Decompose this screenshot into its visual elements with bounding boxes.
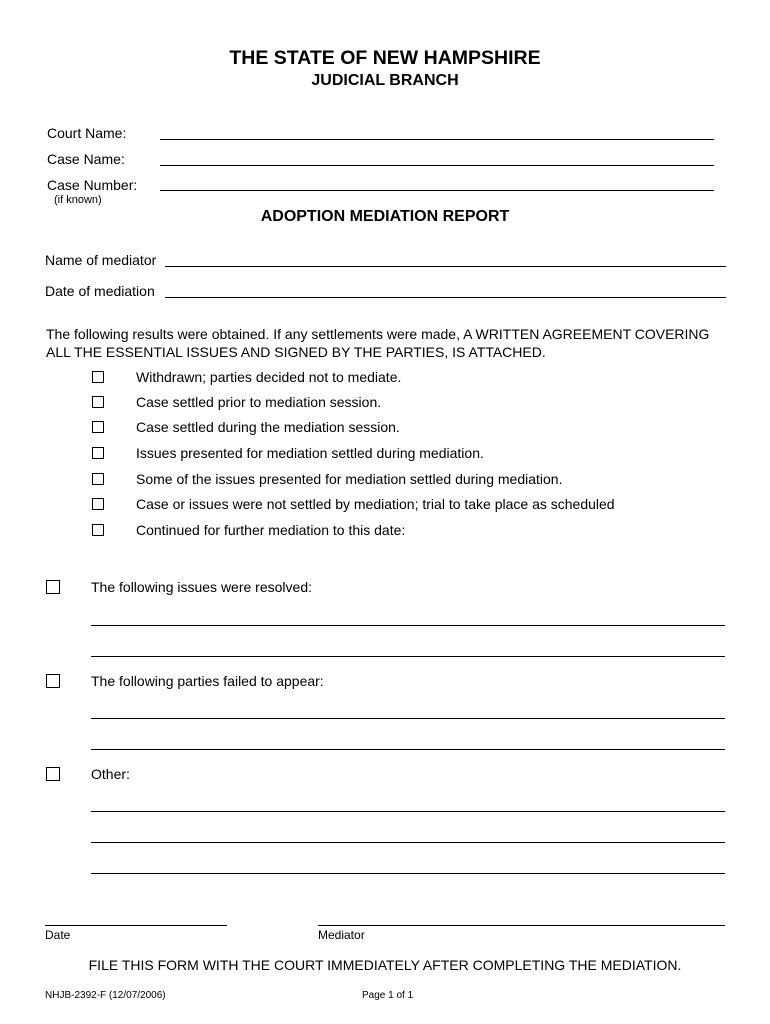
- option-checkbox[interactable]: [92, 396, 104, 408]
- failed-appear-checkbox[interactable]: [46, 674, 60, 688]
- form-title: ADOPTION MEDIATION REPORT: [260, 208, 510, 225]
- option-checkbox[interactable]: [92, 447, 104, 459]
- mediator-name-field[interactable]: [165, 266, 726, 267]
- resolved-line[interactable]: [91, 625, 725, 626]
- mediator-signature-label: Mediator: [318, 928, 365, 942]
- page-number: Page 1 of 1: [362, 990, 414, 1001]
- other-label: Other:: [91, 766, 130, 782]
- option-checkbox[interactable]: [92, 421, 104, 433]
- option-checkbox[interactable]: [92, 473, 104, 485]
- branch-title: JUDICIAL BRANCH: [311, 72, 459, 89]
- option-label: Issues presented for mediation settled during mediation.: [136, 445, 484, 461]
- failed-appear-label: The following parties failed to appear:: [91, 673, 324, 689]
- option-checkbox[interactable]: [92, 498, 104, 510]
- resolved-label: The following issues were resolved:: [91, 579, 312, 595]
- court-name-label: Court Name:: [47, 125, 127, 141]
- option-label: Case settled during the mediation session.: [136, 419, 400, 435]
- case-number-note: (if known): [54, 194, 102, 206]
- resolved-checkbox[interactable]: [46, 580, 60, 594]
- state-title: THE STATE OF NEW HAMPSHIRE: [229, 47, 541, 69]
- other-line[interactable]: [91, 842, 725, 843]
- case-name-label: Case Name:: [47, 151, 125, 167]
- mediator-signature-line[interactable]: [318, 925, 725, 926]
- case-number-field[interactable]: [160, 190, 714, 191]
- option-label: Case or issues were not settled by mediation; trial to take place as scheduled: [136, 496, 615, 512]
- option-label: Case settled prior to mediation session.: [136, 394, 382, 410]
- mediation-date-label: Date of mediation: [45, 283, 155, 299]
- filing-instruction: FILE THIS FORM WITH THE COURT IMMEDIATELY AFTER COMPLETING THE MEDIATION.: [88, 957, 682, 973]
- option-label: Continued for further mediation to this date:: [136, 522, 406, 538]
- case-name-field[interactable]: [160, 165, 714, 166]
- option-label: Withdrawn; parties decided not to mediate.: [136, 369, 402, 385]
- resolved-line[interactable]: [91, 656, 725, 657]
- mediation-date-field[interactable]: [165, 297, 726, 298]
- other-line[interactable]: [91, 811, 725, 812]
- failed-appear-line[interactable]: [91, 749, 725, 750]
- other-line[interactable]: [91, 873, 725, 874]
- other-checkbox[interactable]: [46, 767, 60, 781]
- option-checkbox[interactable]: [92, 524, 104, 536]
- case-number-label: Case Number:: [47, 177, 138, 193]
- court-name-field[interactable]: [160, 139, 714, 140]
- form-number: NHJB-2392-F (12/07/2006): [45, 990, 166, 1001]
- option-label: Some of the issues presented for mediation settled during mediation.: [136, 471, 563, 487]
- mediator-name-label: Name of mediator: [45, 252, 157, 268]
- date-signature-label: Date: [45, 928, 71, 942]
- date-signature-line[interactable]: [45, 925, 227, 926]
- results-intro: The following results were obtained. If any settlements were made, A WRITTEN AGREEMENT COVERING ALL THE ESSENTIAL ISSUES AND SIGNED BY THE PARTIES, IS ATTACHED.: [46, 326, 710, 360]
- option-checkbox[interactable]: [92, 371, 104, 383]
- failed-appear-line[interactable]: [91, 718, 725, 719]
